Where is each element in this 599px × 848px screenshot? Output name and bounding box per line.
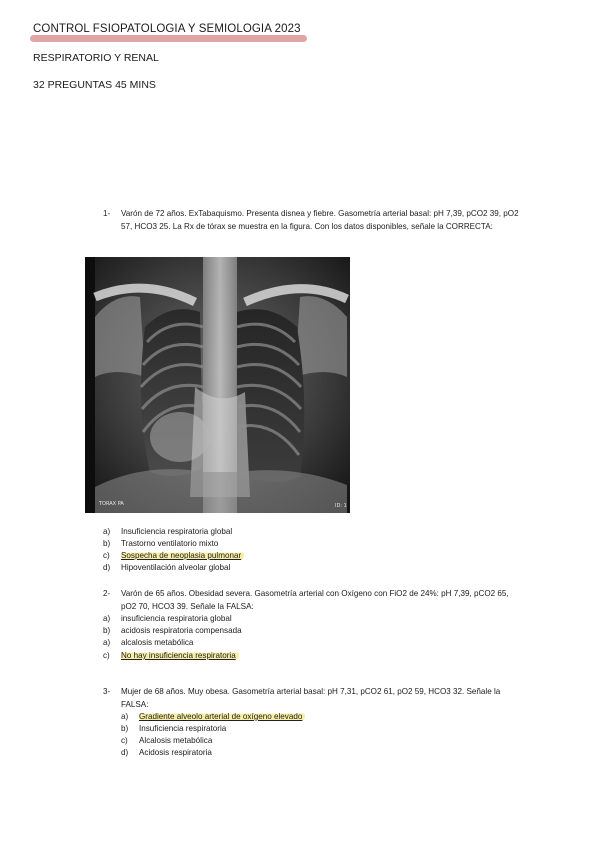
- option-text-highlighted: Gradiente alveolo arterial de oxígeno elevado: [139, 712, 305, 721]
- option-item: [103, 637, 193, 650]
- question-text: Varón de 72 años. ExTabaquismo. Presenta disnea y fiebre. Gasometría arterial basal: pH 7,39, pCO2 39, pO2 57, HCO3 25. La Rx de tórax se muestra en la figura. Con los datos disponibles, señale la CORRECTA:: [121, 209, 519, 231]
- option-letter: b): [103, 539, 111, 548]
- document-title: CONTROL FSIOPATOLOGIA Y SEMIOLOGIA 2023: [33, 23, 301, 35]
- option-item: [103, 526, 232, 539]
- option-item: [121, 747, 212, 760]
- option-letter: d): [121, 748, 129, 757]
- option-item-highlighted: [103, 550, 244, 563]
- title-underline-bar: [30, 35, 307, 42]
- exam-meta: 32 PREGUNTAS 45 MINS: [33, 79, 156, 91]
- option-text: Alcalosis metabólica: [139, 736, 213, 745]
- option-letter: d): [103, 563, 111, 572]
- option-item-highlighted: [121, 711, 305, 724]
- question-number: 2-: [103, 589, 111, 598]
- question-text: Mujer de 68 años. Muy obesa. Gasometría arterial basal: pH 7,31, pCO2 61, pO2 59, HCO3 32. Señale la FALSA:: [121, 687, 501, 709]
- option-letter: b): [103, 626, 111, 635]
- option-text: Hipoventilación alveolar global: [121, 563, 231, 572]
- option-item: [103, 562, 230, 575]
- option-item: [103, 538, 218, 551]
- option-letter: b): [121, 724, 129, 733]
- option-letter: a): [103, 638, 111, 647]
- option-text: acidosis respiratoria compensada: [121, 626, 242, 635]
- xray-right-label: ID: 1: [335, 503, 347, 509]
- option-text-highlighted: No hay insuficiencia respiratoria: [121, 651, 239, 660]
- option-text: Acidosis respiratoria: [139, 748, 212, 757]
- option-letter: a): [121, 712, 129, 721]
- option-item-highlighted: [103, 650, 239, 663]
- option-letter: a): [103, 614, 111, 623]
- question-number: 3-: [103, 687, 111, 696]
- question-text: Varón de 65 años. Obesidad severa. Gasometría arterial con Oxígeno con FiO2 de 24%: pH 7,39, pCO2 65, pO2 70, HCO3 39. Señale la FALSA:: [121, 589, 509, 611]
- option-text: insuficiencia respiratoria global: [121, 614, 232, 623]
- option-item: [121, 723, 226, 736]
- option-item: [103, 625, 242, 638]
- option-letter: a): [103, 527, 111, 536]
- option-text: Insuficiencia respiratoria: [139, 724, 227, 733]
- option-letter: c): [103, 551, 110, 560]
- option-letter: c): [121, 736, 128, 745]
- option-text: Trastorno ventilatorio mixto: [121, 539, 219, 548]
- chest-xray-image: [85, 257, 350, 513]
- option-letter: c): [103, 651, 110, 660]
- document-subtitle: RESPIRATORIO Y RENAL: [33, 52, 159, 64]
- option-item: [103, 613, 232, 626]
- option-item: [121, 735, 212, 748]
- question-number: 1-: [103, 209, 111, 218]
- option-text-highlighted: Sospecha de neoplasia pulmonar: [121, 551, 244, 560]
- option-text: alcalosis metabólica: [121, 638, 194, 647]
- option-text: Insuficiencia respiratoria global: [121, 527, 233, 536]
- xray-left-label: TORAX PA: [99, 501, 124, 507]
